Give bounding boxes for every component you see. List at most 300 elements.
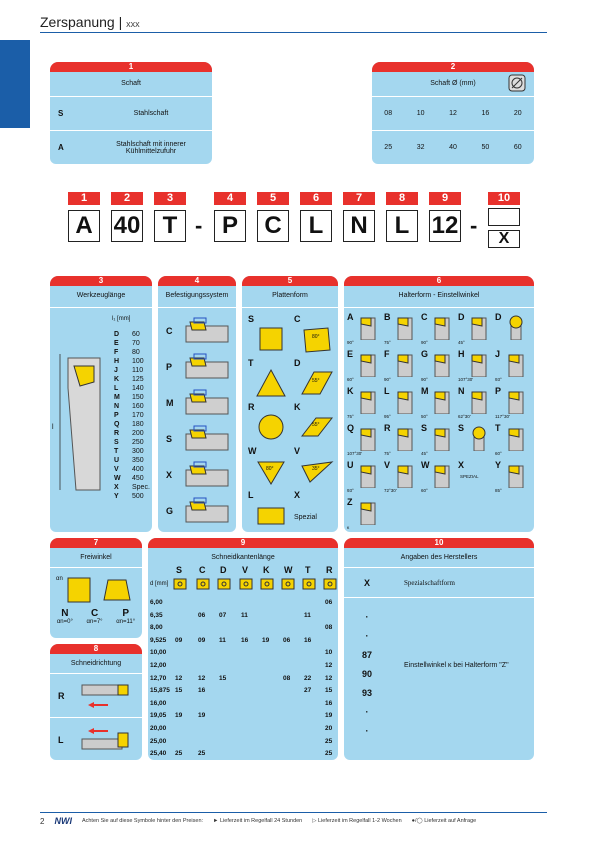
insert-shape-icon: [300, 456, 334, 491]
clearance-value: αn=7°: [86, 619, 103, 625]
holder-code: X: [458, 460, 465, 470]
length-value: 160: [132, 403, 144, 410]
holder-angle: 90°: [384, 377, 391, 382]
holder-code: B: [384, 312, 391, 322]
holder-code: C: [421, 312, 428, 322]
holder-code: T: [495, 423, 501, 433]
holder-shape-icon: [394, 388, 416, 419]
diameter-value: 12: [449, 110, 457, 117]
page-header: [40, 14, 140, 30]
edge-d-value: 8,00: [150, 624, 163, 632]
length-code: S: [114, 439, 119, 446]
edge-col-header: V: [242, 565, 249, 575]
edge-insert-icon: [173, 577, 187, 595]
panel-number: 9: [148, 538, 338, 548]
edge-cell: 22: [304, 674, 312, 682]
edge-cell: 15: [219, 674, 227, 682]
edge-cell: 25: [198, 750, 206, 758]
holder-shape-item: [384, 460, 420, 496]
holder-shape-item: [495, 423, 531, 459]
insert-shape-icon: [254, 368, 288, 403]
holder-shape-item: [458, 386, 494, 422]
edge-col-header: D: [220, 565, 227, 575]
length-code: H: [114, 358, 120, 365]
code-number: 1: [68, 192, 100, 205]
holder-code: V: [384, 460, 391, 470]
holder-shape-icon: [357, 499, 379, 530]
length-code: F: [114, 349, 119, 356]
length-value: 150: [132, 394, 144, 401]
holder-shape-icon: [505, 314, 527, 345]
length-code: Y: [114, 493, 119, 500]
holder-angle: 107°30': [458, 377, 474, 382]
insert-angle: 35°: [312, 466, 320, 472]
row-desc: Stahlschaft mit innerer Kühlmittelzufuhr: [116, 140, 186, 155]
holder-shape-item: [421, 460, 457, 496]
code-number: 2: [111, 192, 143, 205]
insert-shape-item: [294, 314, 336, 356]
edge-d-value: 12,70: [150, 674, 167, 682]
insert-shape-icon: [254, 500, 288, 532]
edge-col-header: T: [305, 565, 311, 575]
insert-shape-item: [294, 402, 336, 444]
length-value: 350: [132, 457, 144, 464]
angle-section: [344, 597, 534, 751]
length-value: 180: [132, 421, 144, 428]
angle-value: 93: [361, 688, 372, 698]
holder-shape-item: [384, 423, 420, 459]
holder-shape-item: [421, 312, 457, 348]
edge-d-value: 9,525: [150, 636, 167, 644]
title-separator: |: [118, 14, 123, 30]
holder-shape-icon: [394, 314, 416, 345]
edge-insert-icon: [217, 577, 231, 595]
edge-cell: 11: [219, 636, 226, 644]
length-row: [114, 330, 150, 339]
length-row: [114, 348, 150, 357]
holder-shape-item: [495, 312, 531, 348]
holder-code: D: [495, 312, 502, 322]
holder-code: P: [495, 386, 502, 396]
code-char: L: [300, 210, 332, 242]
holder-code: N: [458, 386, 465, 396]
length-code: U: [114, 457, 120, 464]
panel-title: Schneidkantenlänge: [211, 554, 275, 561]
insert-angle: 55°: [312, 422, 320, 428]
holder-angle: 117°30': [495, 414, 510, 419]
length-value: 400: [132, 466, 144, 473]
manufacturer-row: [344, 567, 534, 597]
edge-cell: 09: [198, 636, 206, 644]
code-char: C: [257, 210, 289, 242]
code-box-empty: [488, 208, 520, 226]
brand-logo: NWI: [54, 816, 72, 826]
length-code: X: [114, 484, 119, 491]
insert-shape-icon: [254, 456, 288, 491]
holder-code: S: [458, 423, 465, 433]
code-number: 7: [343, 192, 375, 205]
dot-marker: ·: [365, 612, 369, 622]
length-code: T: [114, 448, 119, 455]
panel-plattenform: [242, 276, 338, 532]
footer: [40, 812, 547, 826]
code-char: 12: [429, 210, 461, 242]
insert-shape-icon: [300, 412, 334, 447]
code-char: N: [343, 210, 375, 242]
angle-value: 90: [361, 669, 372, 679]
length-code: D: [114, 331, 120, 338]
panel-number: 3: [50, 276, 152, 286]
code-number: 8: [386, 192, 418, 205]
edge-col-header: W: [284, 565, 293, 575]
edge-col-header: C: [199, 565, 206, 575]
code-char: A: [68, 210, 100, 242]
clamp-icon: [184, 316, 230, 349]
footer-note: ●/◯ Lieferzeit auf Anfrage: [411, 818, 477, 824]
length-value: 300: [132, 448, 144, 455]
panel-schneidkantenlaenge: [148, 538, 338, 760]
page-subtitle: xxx: [126, 19, 140, 29]
clamp-icon: [184, 388, 230, 421]
edge-d-value: 10,00: [150, 649, 167, 657]
edge-cell: 07: [219, 611, 227, 619]
alpha-label: αn: [56, 576, 63, 582]
insert-shape-item: [294, 490, 336, 532]
length-row: [114, 483, 150, 492]
page-title: Zerspanung: [40, 14, 115, 30]
holder-angle: 90°: [347, 340, 354, 345]
holder-angle: 75°: [384, 451, 391, 456]
holder-angle: 75°: [347, 414, 354, 419]
holder-shape-item: [495, 386, 531, 422]
panel-title: Befestigungssystem: [165, 292, 229, 299]
holder-shape-icon: [431, 388, 453, 419]
row-code: A: [58, 143, 64, 152]
length-row: [114, 366, 150, 375]
length-row: [114, 375, 150, 384]
page-number: 2: [40, 816, 45, 826]
clearance-value: αn=11°: [116, 619, 136, 625]
length-value: 110: [132, 367, 144, 374]
length-value: Spec.: [132, 484, 150, 491]
edge-cell: 16: [241, 636, 249, 644]
code-char: L: [386, 210, 418, 242]
clamp-code: M: [166, 398, 174, 408]
panel-number: 8: [50, 644, 142, 654]
holder-shape-icon: [394, 351, 416, 382]
holder-shape-icon: [431, 425, 453, 456]
holder-shape-item: [347, 460, 383, 496]
panel-number: 10: [344, 538, 534, 548]
length-value: 70: [132, 340, 140, 347]
insert-shape-icon: [300, 368, 334, 403]
edge-col-header: R: [326, 565, 333, 575]
edge-insert-icon: [239, 577, 253, 595]
edge-insert-icon: [302, 577, 316, 595]
holder-shape-icon: [394, 425, 416, 456]
holder-angle: 60°: [495, 451, 502, 456]
code-box-last: X: [488, 230, 520, 248]
edge-cell: 06: [283, 636, 291, 644]
diameter-value: 25: [384, 144, 393, 151]
holder-shape-item: [347, 386, 383, 422]
edge-cell: 16: [325, 699, 333, 707]
panel-schaft-diameter: [372, 62, 534, 164]
holder-shape-icon: [505, 351, 527, 382]
insert-shape-item: [294, 446, 336, 488]
panel-number: 4: [158, 276, 236, 286]
edge-cell: 15: [175, 687, 183, 695]
holder-shape-item: [421, 386, 457, 422]
code-number: 5: [257, 192, 289, 205]
insert-code: T: [248, 358, 254, 368]
panel-schneidrichtung: [50, 644, 142, 760]
diameter-icon: [508, 74, 526, 92]
clamp-icon: [184, 424, 230, 457]
holder-shape-icon: [357, 388, 379, 419]
code-char: 40: [111, 210, 143, 242]
panel-number: 1: [50, 62, 212, 72]
holder-shape-icon: [505, 425, 527, 456]
edge-d-value: 25,00: [150, 737, 167, 745]
clamp-code: P: [166, 362, 173, 372]
insert-shape-item: [248, 490, 290, 532]
holder-code: E: [347, 349, 354, 359]
holder-shape-item: [458, 423, 494, 459]
diameter-value: 20: [513, 110, 522, 117]
length-row: [114, 474, 150, 483]
holder-code: L: [384, 386, 390, 396]
clamping-list: [158, 307, 236, 532]
holder-shape-icon: [357, 314, 379, 345]
panel-title: Plattenform: [272, 292, 308, 299]
panel-schaft: [50, 62, 212, 164]
insert-angle: 80°: [312, 334, 320, 340]
holder-angle: SPEZIAL: [460, 474, 479, 479]
length-row: [114, 429, 150, 438]
clamp-code: X: [166, 470, 173, 480]
clearance-code: C: [90, 608, 99, 619]
holder-code: M: [421, 386, 429, 396]
length-value: 125: [132, 376, 144, 383]
edge-cell: 25: [325, 750, 333, 758]
insert-shape-icon: [254, 412, 288, 447]
holder-code: K: [347, 386, 354, 396]
insert-code: V: [294, 446, 301, 456]
angle-list: [344, 608, 390, 741]
holder-shape-item: [458, 312, 494, 348]
length-label: l: [52, 424, 54, 431]
insert-shape-item: [248, 358, 290, 400]
holder-angle: 107°30': [347, 451, 363, 456]
length-value: 500: [132, 493, 144, 500]
holder-angle: 62°30': [458, 414, 471, 419]
edge-cell: 11: [304, 611, 311, 619]
panel-number: 7: [50, 538, 142, 548]
edge-cell: 11: [241, 611, 248, 619]
code-char: P: [214, 210, 246, 242]
clearance-item: [87, 608, 103, 625]
row-code: S: [58, 109, 64, 118]
clamp-code: C: [166, 326, 173, 336]
clearance-value: αn=0°: [56, 619, 73, 625]
edge-cell: 19: [198, 712, 206, 720]
length-value: 80: [132, 349, 140, 356]
edge-d-value: 15,875: [150, 687, 170, 695]
length-value: 170: [132, 412, 144, 419]
holder-angle: 60°: [421, 488, 428, 493]
holder-angle: 90°: [421, 340, 428, 345]
diameter-value: 32: [416, 144, 425, 151]
edge-cell: 16: [198, 687, 206, 695]
holder-shape-icon: [468, 314, 490, 345]
angle-value: 87: [361, 650, 372, 660]
holder-shape-icon: [394, 462, 416, 493]
manufacturer-desc: Spezialschaftform: [404, 578, 455, 587]
edge-d-value: 20,00: [150, 725, 167, 732]
row-desc: Stahlschaft: [133, 110, 169, 117]
holder-shape-item: [421, 349, 457, 385]
holder-angle: 72°30': [384, 488, 397, 493]
holder-shape-icon: [357, 351, 379, 382]
clearance-code: N: [61, 608, 69, 619]
edge-insert-icon: [323, 577, 337, 595]
clearance-angle-icon: [64, 574, 134, 604]
edge-cell: 27: [304, 687, 312, 695]
holder-angle: 45°: [421, 451, 428, 456]
edge-d-value: 16,00: [150, 699, 167, 707]
edge-cell: 12: [325, 674, 333, 682]
insert-shape-item: [248, 402, 290, 444]
direction-row: [50, 717, 142, 760]
holder-shape-grid: [344, 307, 534, 532]
edge-cell: 06: [325, 599, 333, 606]
insert-shape-icon: [254, 324, 288, 359]
length-code: E: [114, 340, 119, 347]
holder-code: G: [421, 349, 429, 359]
length-code: V: [114, 466, 119, 473]
length-body: [50, 307, 152, 532]
holder-shape-item: [347, 423, 383, 459]
diameter-value: 50: [481, 144, 490, 151]
holder-shape-item: [458, 460, 494, 496]
length-row: [114, 411, 150, 420]
edge-d-value: 19,05: [150, 712, 167, 720]
edge-length-table: [148, 565, 338, 760]
holder-angle: 93°: [495, 377, 502, 382]
panel-hersteller: [344, 538, 534, 760]
diameter-row: [372, 96, 534, 130]
panel-number: 2: [372, 62, 534, 72]
edge-cell: 25: [325, 737, 333, 745]
holder-shape-icon: [431, 314, 453, 345]
clearance-body: [50, 567, 142, 638]
length-row: [114, 420, 150, 429]
holder-code: U: [347, 460, 354, 470]
holder-angle: 60°: [347, 377, 354, 382]
holder-shape-icon: [357, 462, 379, 493]
footer-note: ▷ Lieferzeit im Regelfall 1-2 Wochen: [312, 818, 402, 824]
edge-cell: 19: [325, 712, 333, 720]
length-value: 450: [132, 475, 144, 482]
holder-shape-item: [384, 349, 420, 385]
insert-code: X: [294, 490, 301, 500]
insert-angle: 80°: [266, 466, 274, 472]
clamp-icon: [184, 352, 230, 385]
length-value: 100: [132, 358, 144, 365]
edge-cell: 25: [175, 750, 183, 758]
holder-shape-icon: [431, 462, 453, 493]
edge-d-value: 6,35: [150, 611, 163, 619]
edge-cell: 06: [198, 611, 206, 619]
insert-code: D: [294, 358, 301, 368]
edge-insert-icon: [260, 577, 274, 595]
holder-shape-item: [347, 497, 383, 532]
direction-code: L: [58, 734, 64, 745]
edge-cell: 12: [325, 662, 333, 669]
panel-number: 6: [344, 276, 534, 286]
holder-code: H: [458, 349, 465, 359]
holder-shape-item: [495, 460, 531, 496]
length-value: 60: [132, 331, 140, 338]
holder-code: Z: [347, 497, 353, 507]
edge-cell: 09: [175, 636, 183, 644]
insert-code: W: [248, 446, 257, 456]
code-dash: -: [470, 213, 478, 238]
holder-shape-icon: [431, 351, 453, 382]
length-row: [114, 357, 150, 366]
edge-cell: 08: [325, 624, 333, 632]
length-row: [114, 492, 150, 501]
right-hand-tool-icon: [78, 679, 134, 713]
clamp-code: S: [166, 434, 173, 444]
panel-freiwinkel: [50, 538, 142, 638]
code-number: 3: [154, 192, 186, 205]
code-dash: -: [195, 213, 203, 238]
length-code: R: [114, 430, 120, 437]
length-value: 200: [132, 430, 144, 437]
length-code: W: [114, 475, 121, 482]
length-unit: l₁ [mm]: [112, 316, 131, 322]
dot-marker: ·: [365, 707, 369, 717]
length-row: [114, 384, 150, 393]
schaft-row: [50, 130, 212, 164]
holder-shape-item: [495, 349, 531, 385]
manufacturer-code: X: [363, 577, 370, 588]
clamp-icon: [184, 496, 230, 529]
clamp-code: G: [166, 506, 174, 516]
holder-shape-item: [347, 312, 383, 348]
holder-angle: κ: [347, 525, 350, 530]
edge-d-value: 12,00: [150, 662, 167, 669]
holder-shape-icon: [468, 388, 490, 419]
edge-cell: 15: [325, 687, 333, 695]
insert-shape-grid: [242, 307, 338, 532]
panel-title: Schneidrichtung: [70, 660, 122, 667]
diameter-row: [372, 130, 534, 164]
clearance-item: [57, 608, 73, 625]
insert-shape-icon: [300, 324, 334, 359]
panel-number: 5: [242, 276, 338, 286]
panel-title: Schaft: [121, 80, 141, 87]
direction-row: [50, 673, 142, 717]
insert-code: C: [294, 314, 301, 324]
panel-befestigung: [158, 276, 236, 532]
footer-note: Achten Sie auf diese Symbole hinter den Preisen:: [81, 818, 204, 824]
edge-col-header: K: [263, 565, 270, 575]
panel-werkzeuglaenge: [50, 276, 152, 532]
holder-angle: 50°: [421, 414, 428, 419]
